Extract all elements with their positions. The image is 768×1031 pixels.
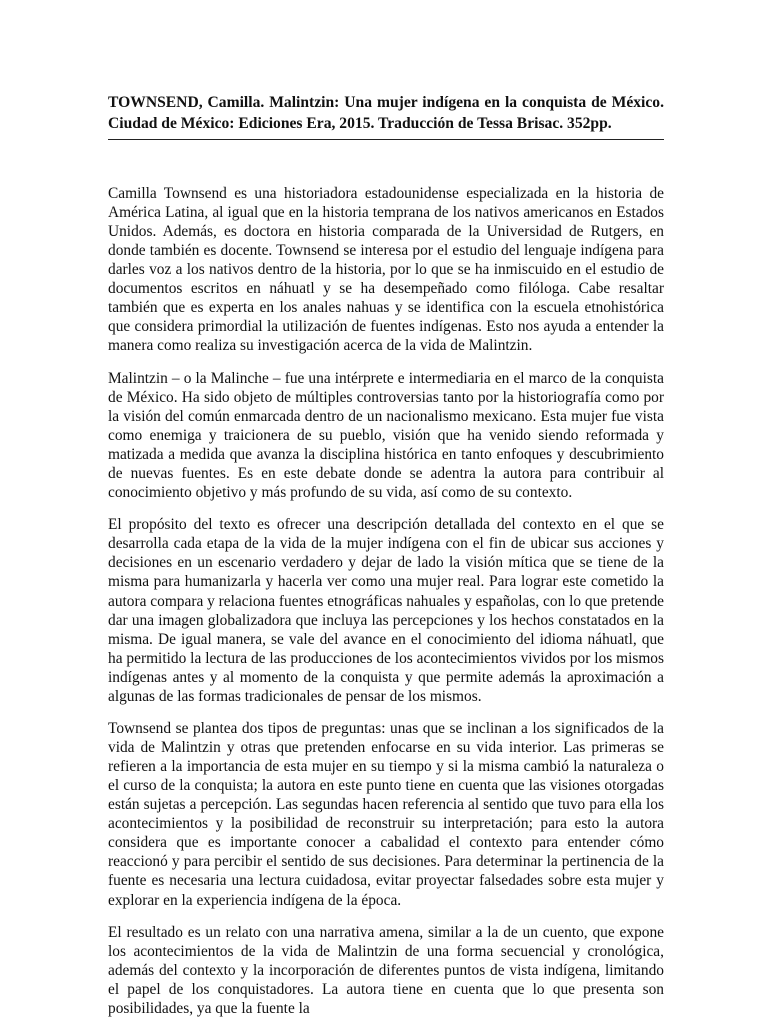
citation-divider: [108, 139, 664, 140]
book-citation: TOWNSEND, Camilla. Malintzin: Una mujer indígena en la conquista de México. Ciudad de México: Ediciones Era, 2015. Traducción de Tessa Brisac. 352pp.: [108, 94, 664, 132]
paragraph-malintzin-context: Malintzin – o la Malinche – fue una intérprete e intermediaria en el marco de la conquista de México. Ha sido objeto de múltiples controversias tanto por la historiografía como por la visión del común enmarcada dentro de un nacionalismo mexicano. Esta mujer fue vista como enemiga y traicionera de su pueblo, visión que ha venido siendo reformada y matizada a medida que avanza la disciplina histórica en tanto enfoques y descubrimiento de nuevas fuentes. Es en este debate donde se adentra la autora para contribuir al conocimiento objetivo y más profundo de su vida, así como de su contexto.: [108, 369, 664, 501]
document-page: [108, 92, 664, 1031]
paragraph-research-questions: Townsend se plantea dos tipos de preguntas: unas que se inclinan a los significados de la vida de Malintzin y otras que pretenden enfocarse en su vida interior. Las primeras se refieren a la importancia de esta mujer en su tiempo y si la misma cambió la naturaleza o el curso de la conquista; la autora en este punto tiene en cuenta que las visiones otorgadas están sujetas a percepción. Las segundas hacen referencia al sentido que tuvo para ella los acontecimientos y la posibilidad de reconstruir su interpretación; para esto la autora considera que es importante conocer a cabalidad el contexto para entender cómo reaccionó y para percibir el sentido de sus decisiones. Para determinar la pertinencia de la fuente es necesaria una lectura cuidadosa, evitar proyectar falsedades sobre esta mujer y explorar en la experiencia indígena de la época.: [108, 720, 664, 909]
paragraph-author-background: Camilla Townsend es una historiadora estadounidense especializada en la historia de América Latina, al igual que en la historia temprana de los nativos americanos en Estados Unidos. Además, es doctora en historia comparada de la Universidad de Rutgers, en donde también es docente. Townsend se interesa por el estudio del lenguaje indígena para darles voz a los nativos dentro de la historia, por lo que se ha inmiscuido en el estudio de documentos escritos en náhuatl y se ha desempeñado como filóloga. Cabe resaltar también que es experta en los anales nahuas y se identifica con la escuela etnohistórica que considera primordial la utilización de fuentes indígenas. Esto nos ayuda a entender la manera como realiza su investigación acerca de la vida de Malintzin.: [108, 185, 664, 355]
paragraph-text-purpose: El propósito del texto es ofrecer una descripción detallada del contexto en el que se desarrolla cada etapa de la vida de la mujer indígena con el fin de ubicar sus acciones y decisiones en un escenario verdadero y dejar de lado la visión mítica que se tiene de la misma para humanizarla y hacerla ver como una mujer real. Para lograr este cometido la autora compara y relaciona fuentes etnográficas nahuales y españolas, con lo que pretende dar una imagen globalizadora que incluya las percepciones y los hechos constatados en la misma. De igual manera, se vale del avance en el conocimiento del idioma náhuatl, que ha permitido la lectura de las producciones de los acontecimientos vividos por los mismos indígenas antes y al momento de la conquista y que permite además la aproximación a algunas de las formas tradicionales de pensar de los mismos.: [108, 516, 664, 705]
paragraph-result: El resultado es un relato con una narrativa amena, similar a la de un cuento, que expone los acontecimientos de la vida de Malintzin de una forma secuencial y cronológica, además del contexto y la incorporación de diferentes puntos de vista indígena, limitando el papel de los conquistadores. La autora tiene en cuenta que lo que presenta son posibilidades, ya que la fuente la: [108, 923, 664, 1018]
review-body: [108, 184, 664, 1018]
